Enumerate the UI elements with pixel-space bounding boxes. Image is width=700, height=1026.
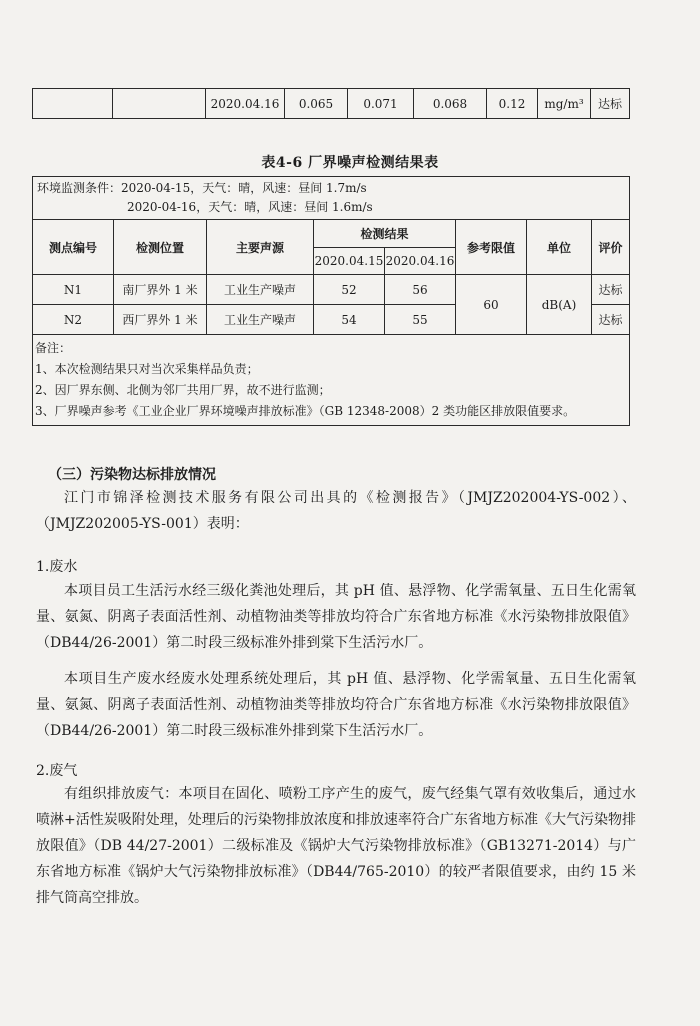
note-line: 3、厂界噪声参考《工业企业厂界环境噪声排放标准》（GB 12348-2008）2 类功能区排放限值要求。	[35, 404, 576, 418]
env-line-1: 2020-04-15，天气：晴，风速：昼间 1.7m/s	[121, 181, 367, 195]
unit-cell: dB(A)	[527, 275, 592, 335]
result-cell: 55	[385, 305, 456, 335]
header-limit: 参考限值	[456, 220, 527, 275]
table-row	[33, 89, 630, 119]
section-heading: （三）污染物达标排放情况	[48, 467, 216, 483]
gas-paragraph-1: 有组织排放废气：本项目在固化、喷粉工序产生的废气，废气经集气罩有效收集后，通过水喷淋+活性炭吸附处理，处理后的污染物排放浓度和排放速率符合广东省地方标准《大气污染物排放限值》（DB 44/27-2001）二级标准及《锅炉大气污染物排放标准》（GB13271-2014）与广东省地方标准《锅炉大气污染物排放标准》（DB44/765-2010）的较严者限值要求，由约 15 米排气筒高空排放。	[36, 786, 636, 906]
table-cell: 0.071	[348, 89, 414, 119]
table-cell: 0.065	[285, 89, 348, 119]
header-date-1: 2020.04.15	[314, 248, 385, 275]
note-line: 1、本次检测结果只对当次采集样品负责；	[35, 362, 259, 376]
header-point-id: 测点编号	[33, 220, 114, 275]
table-cell	[33, 89, 113, 119]
table-row	[33, 335, 630, 426]
table-cell: 0.12	[487, 89, 538, 119]
location-cell: 南厂界外 1 米	[114, 275, 207, 305]
evaluation-cell: 达标	[592, 305, 630, 335]
point-id-cell: N2	[33, 305, 114, 335]
wastewater-paragraph-2: 本项目生产废水经废水处理系统处理后，其 pH 值、悬浮物、化学需氧量、五日生化需氧量、氨氮、阴离子表面活性剂、动植物油类等排放均符合广东省地方标准《水污染物排放限值》（DB44/26-2001）第二时段三级标准外排到棠下生活污水厂。	[36, 671, 636, 739]
limit-cell: 60	[456, 275, 527, 335]
wastewater-paragraph-1: 本项目员工生活污水经三级化粪池处理后，其 pH 值、悬浮物、化学需氧量、五日生化需氧量、氨氮、阴离子表面活性剂、动植物油类等排放均符合广东省地方标准《水污染物排放限值》（DB44/26-2001）第二时段三级标准外排到棠下生活污水厂。	[36, 583, 636, 651]
result-cell: 56	[385, 275, 456, 305]
previous-results-table	[32, 88, 630, 119]
header-date-2: 2020.04.16	[385, 248, 456, 275]
source-cell: 工业生产噪声	[207, 305, 314, 335]
evaluation-cell: 达标	[592, 275, 630, 305]
table-cell: 2020.04.16	[206, 89, 285, 119]
note-line: 2、因厂界东侧、北侧为邻厂共用厂界，故不进行监测；	[35, 383, 331, 397]
header-source: 主要声源	[207, 220, 314, 275]
environment-conditions-cell	[33, 177, 630, 220]
header-results: 检测结果	[314, 220, 456, 248]
header-evaluation: 评价	[592, 220, 630, 275]
wastewater-title: 1.废水	[36, 559, 78, 575]
table-cell: mg/m³	[538, 89, 591, 119]
table-header-row	[33, 220, 630, 248]
header-unit: 单位	[527, 220, 592, 275]
gas-title: 2.废气	[36, 763, 78, 779]
table-row	[33, 177, 630, 220]
table-title: 表4-6 厂界噪声检测结果表	[261, 155, 439, 171]
intro-paragraph: 江门市锦泽检测技术服务有限公司出具的《检测报告》（JMJZ202004-YS-002）、（JMJZ202005-YS-001）表明：	[36, 490, 636, 532]
result-cell: 54	[314, 305, 385, 335]
note-heading: 备注：	[35, 341, 72, 355]
point-id-cell: N1	[33, 275, 114, 305]
notes-cell	[33, 335, 630, 426]
env-line-2: 2020-04-16，天气：晴，风速：昼间 1.6m/s	[127, 200, 373, 214]
table-cell: 0.068	[414, 89, 487, 119]
noise-results-table	[32, 176, 630, 426]
header-location: 检测位置	[114, 220, 207, 275]
location-cell: 西厂界外 1 米	[114, 305, 207, 335]
env-label: 环境监测条件：	[37, 181, 122, 195]
table-cell	[113, 89, 206, 119]
table-row	[33, 275, 630, 305]
source-cell: 工业生产噪声	[207, 275, 314, 305]
table-cell: 达标	[591, 89, 630, 119]
result-cell: 52	[314, 275, 385, 305]
